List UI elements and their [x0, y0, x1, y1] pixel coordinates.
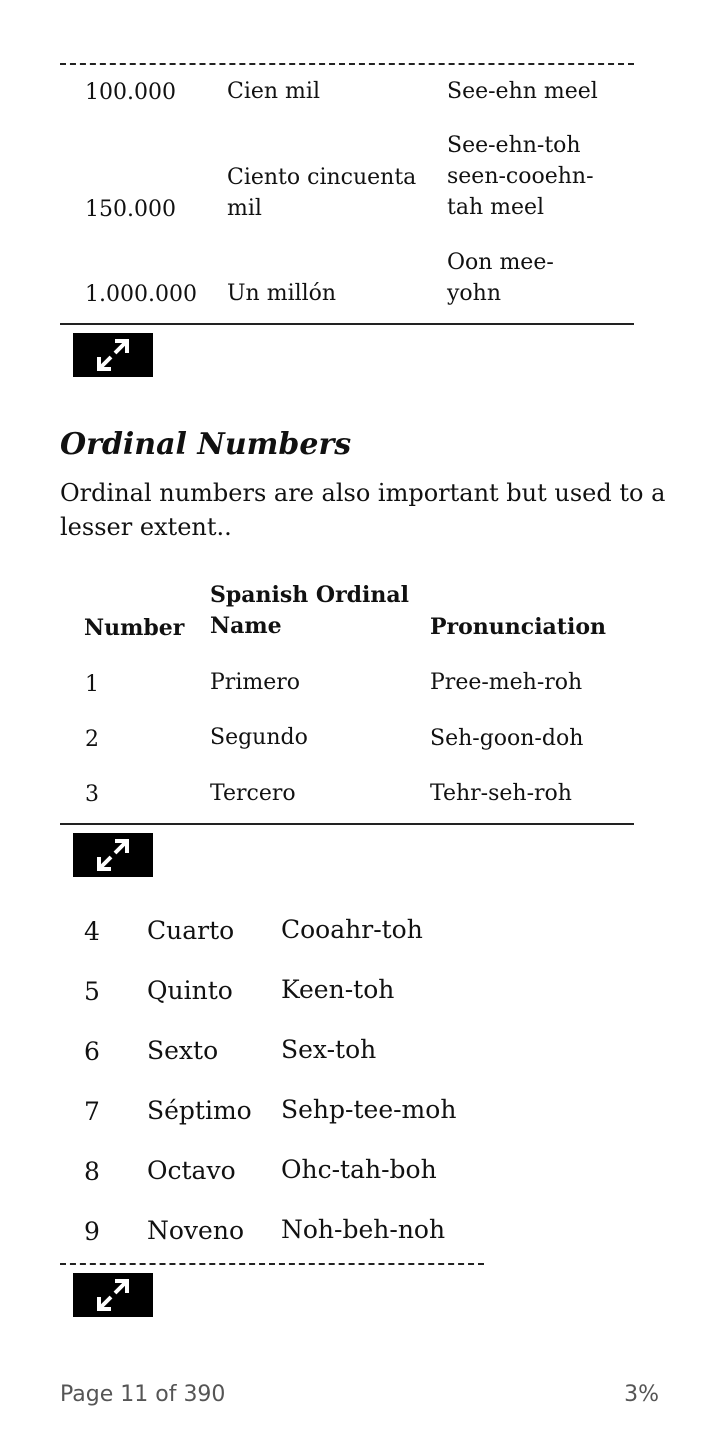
- section-title: Ordinal Numbers: [60, 427, 352, 462]
- table-bottom-border: [60, 823, 634, 825]
- table-cell-name: Primero: [210, 670, 300, 695]
- table-cell-pronunciation: tah meel: [447, 195, 545, 220]
- table-cell-name: Octavo: [147, 1156, 236, 1185]
- column-header-name: Name: [210, 613, 282, 639]
- expand-arrows-icon: [95, 337, 131, 373]
- table-cell-number: 1: [85, 672, 99, 697]
- table-cell-number: 8: [84, 1157, 100, 1186]
- table-cell-pronunciation: See-ehn-toh: [447, 133, 581, 158]
- table-cell-name: Cuarto: [147, 916, 235, 945]
- table-cell-pronunciation: Tehr-seh-roh: [430, 781, 572, 806]
- table-cell-pronunciation: Cooahr-toh: [281, 915, 423, 944]
- expand-table-button[interactable]: [73, 333, 153, 377]
- table-cell-name: Ciento cincuenta: [227, 165, 417, 190]
- table-cell-name: mil: [227, 196, 262, 221]
- table-cell-pronunciation: yohn: [447, 281, 502, 306]
- table-cell-pronunciation: Noh-beh-noh: [281, 1215, 446, 1244]
- column-header-number: Number: [84, 615, 185, 641]
- table-cell-pronunciation: Pree-meh-roh: [430, 670, 583, 695]
- section-paragraph: Ordinal numbers are also important but used to a lesser extent..: [60, 479, 666, 541]
- table-cell-name: Quinto: [147, 976, 233, 1005]
- table-cell-pronunciation: Oon mee-: [447, 250, 554, 275]
- table-cell-number: 4: [84, 917, 100, 946]
- page-indicator: Page 11 of 390: [60, 1382, 226, 1407]
- expand-arrows-icon: [95, 1277, 131, 1313]
- table-cell-number: 7: [84, 1097, 100, 1126]
- column-header-pronunciation: Pronunciation: [430, 614, 606, 640]
- table-cell-name: Noveno: [147, 1216, 244, 1245]
- table-cell-name: Segundo: [210, 725, 308, 750]
- table-cell-name: Sexto: [147, 1036, 219, 1065]
- table-cell-name: Séptimo: [147, 1096, 252, 1125]
- table-top-border: [60, 63, 634, 65]
- table-cell-number: 3: [85, 782, 99, 807]
- table-cell-pronunciation: Seh-goon-doh: [430, 726, 584, 751]
- table-cell-number: 9: [84, 1217, 100, 1246]
- expand-table-button[interactable]: [73, 1273, 153, 1317]
- table-cell-number: 5: [84, 977, 100, 1006]
- table-cell-number: 100.000: [85, 80, 176, 105]
- table-cell-pronunciation: Ohc-tah-boh: [281, 1155, 437, 1184]
- table-cell-name: Tercero: [210, 781, 296, 806]
- table-cell-name: Cien mil: [227, 79, 320, 104]
- table-bottom-border: [60, 323, 634, 325]
- table-cell-number: 1.000.000: [85, 282, 197, 307]
- table-cell-pronunciation: See-ehn meel: [447, 79, 598, 104]
- table-cell-number: 2: [85, 727, 99, 752]
- column-header-name: Spanish Ordinal: [210, 582, 410, 608]
- expand-arrows-icon: [95, 837, 131, 873]
- expand-table-button[interactable]: [73, 833, 153, 877]
- table-cell-number: 6: [84, 1037, 100, 1066]
- table-cell-pronunciation: Sex-toh: [281, 1035, 377, 1064]
- table-cell-name: Un millón: [227, 281, 337, 306]
- table-cell-number: 150.000: [85, 197, 176, 222]
- table-cell-pronunciation: Sehp-tee-moh: [281, 1095, 457, 1124]
- reading-progress: 3%: [624, 1382, 659, 1407]
- table-bottom-border: [60, 1263, 484, 1265]
- table-cell-pronunciation: seen-cooehn-: [447, 164, 594, 189]
- table-cell-pronunciation: Keen-toh: [281, 975, 395, 1004]
